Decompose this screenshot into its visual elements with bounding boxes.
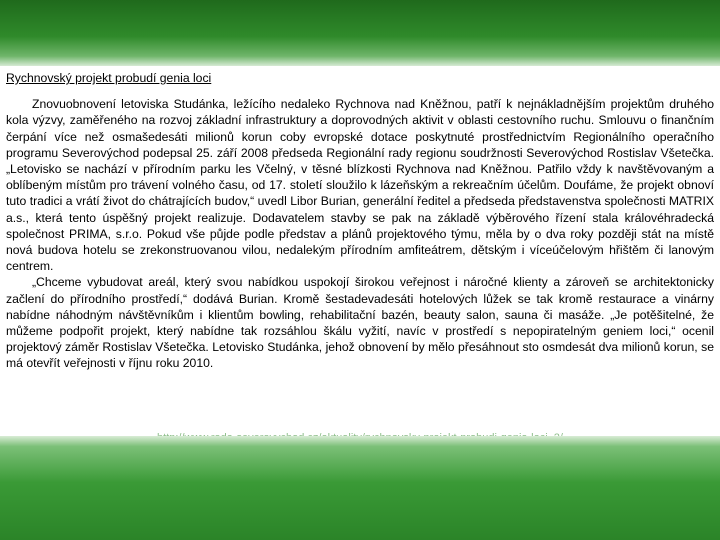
slide-title: Rychnovský projekt probudí genia loci	[6, 71, 212, 85]
paragraph-1: Znovuobnovení letoviska Studánka, ležícího nedaleko Rychnova nad Kněžnou, patří k nejnákladnějším projektům druhého kola výzvy, zaměřeného na rozvoj základní infrastruktury a doprovodných aktivit v oblasti cestovního ruchu. Smlouvu o finančním čerpání více než osmašedesáti milionů korun coby evropské dotace poskytnuté prostřednictvím Regionálního operačního programu Severovýchod podepsal 25. září 2008 předseda Regionální rady regionu soudržnosti Severovýchod Rostislav Všetečka. „Letovisko se nachází v přírodním parku les Včelný, v těsné blízkosti Rychnova nad Kněžnou. Patřilo vždy k navštěvovaným a oblíbeným místům pro trávení volného času, od 17. století sloužilo k lázeňským a rekreačním účelům. Doufáme, že projekt obnoví tuto tradici a vrátí život do chátrajících budov,“ uvedl Libor Burian, generální ředitel a předseda představenstva společnosti MATRIX a.s., která tento úspěšný projekt realizuje. Dodavatelem stavby se pak na základě výběrového řízení stala královéhradecká společnost PRIMA, s.r.o. Pokud vše půjde podle představ a plánů projektového týmu, měla by o dva roky později stát na místě nová budova hotelu se zrekonstruovanou vilou, nedalekým přírodním amfiteátrem, dětským i víceúčelovým hřištěm či lanovým centrem.	[6, 97, 714, 274]
paragraph-2: „Chceme vybudovat areál, který svou nabídkou uspokojí širokou veřejnost i náročné klienty a zároveň se architektonicky začlení do přírodního prostředí,“ dodává Burian. Kromě šestadevadesáti hotelových lůžek se tak kromě restaurace a vinárny nabídne náhodným návštěvníkům i klientům bowling, rehabilitační bazén, beauty salon, sauna či masáže. „Je potěšitelné, že můžeme podpořit projekt, který nabídne tak rozsáhlou škálu vyžití, navíc v prostředí s nepopiratelným geniem loci,“ ocenil projektový záměr Rostislav Všetečka. Letovisko Studánka, jehož obnovení by mělo přesáhnout sto osmdesát dva milionů korun, se má otevřít veřejnosti v říjnu roku 2010.	[6, 275, 714, 371]
top-green-band	[0, 0, 720, 66]
bottom-green-band	[0, 436, 720, 540]
slide-content	[6, 70, 714, 372]
